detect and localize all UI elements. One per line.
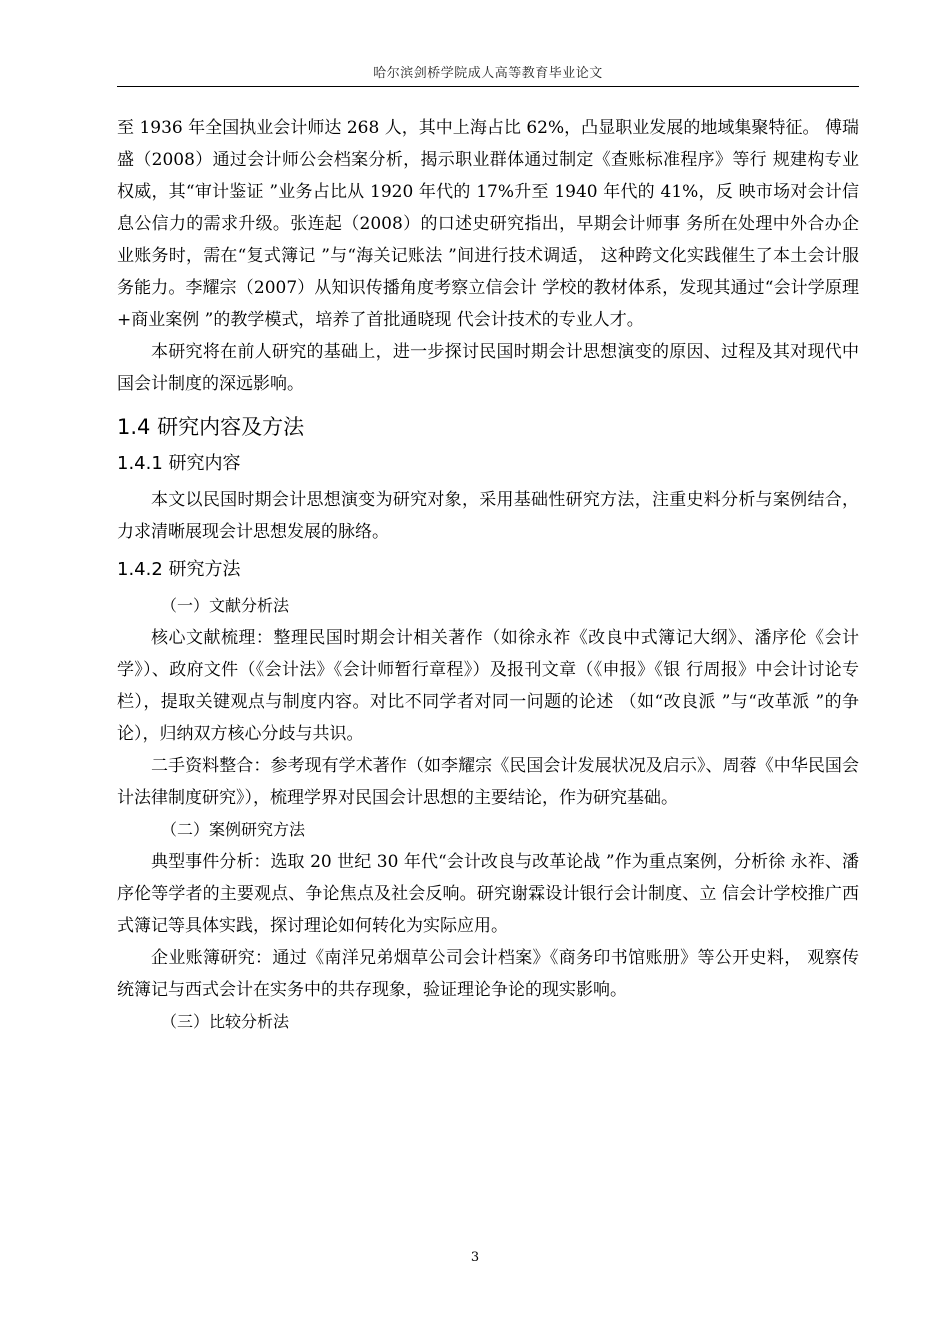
- running-header: 哈尔滨剑桥学院成人高等教育毕业论文: [373, 66, 603, 81]
- paragraph-core-literature: 核心文献梳理：整理民国时期会计相关著作（如徐永祚《改良中式簿记大纲》、潘序伦《会计学》）、政府文件（《会计法》《会计师暂行章程》）及报刊文章（《申报》《银 行周报》中会计讨论专栏），提取关键观点与制度内容。对比不同学者对同一问题的论述 （如“改良派 ”与“改革派 ”的争论），归纳双方核心分歧与共识。: [117, 628, 859, 744]
- header-divider: [117, 86, 859, 87]
- page-body: [117, 112, 859, 1038]
- method-heading-case-study: （二）案例研究方法: [161, 820, 306, 839]
- paragraph-research-aim: 本研究将在前人研究的基础上，进一步探讨民国时期会计思想演变的原因、过程及其对现代中国会计制度的深远影响。: [117, 342, 859, 394]
- paragraph-research-content: 本文以民国时期会计思想演变为研究对象，采用基础性研究方法，注重史料分析与案例结合，力求清晰展现会计思想发展的脉络。: [117, 490, 859, 542]
- paragraph-ledger-study: 企业账簿研究：通过《南洋兄弟烟草公司会计档案》《商务印书馆账册》等公开史料， 观察传统簿记与西式会计在实务中的共存现象，验证理论争论的现实影响。: [117, 948, 859, 1000]
- method-heading-literature-analysis: （一）文献分析法: [161, 596, 290, 615]
- paragraph-secondary-sources: 二手资料整合：参考现有学术著作（如李耀宗《民国会计发展状况及启示》、周蓉《中华民国会计法律制度研究》），梳理学界对民国会计思想的主要结论，作为研究基础。: [117, 756, 859, 808]
- section-heading-1-4: 1.4 研究内容及方法: [117, 415, 305, 439]
- method-heading-comparative-analysis: （三）比较分析法: [161, 1012, 290, 1031]
- paragraph-literature-review-cont: 至 1936 年全国执业会计师达 268 人，其中上海占比 62%，凸显职业发展的地域集聚特征。 傅瑞盛（2008）通过会计师公会档案分析，揭示职业群体通过制定《查账标准程序》等行 规建构专业权威，其“审计鉴证 ”业务占比从 1920 年代的 17%升至 1940 年代的 41%，反 映市场对会计信息公信力的需求升级。张连起（2008）的口述史研究指出，早期会计师事 务所在处理中外合办企业账务时，需在“复式簿记 ”与“海关记账法 ”间进行技术调适， 这种跨文化实践催生了本土会计服务能力。李耀宗（2007）从知识传播角度考察立信会计 学校的教材体系，发现其通过“会计学原理+商业案例 ”的教学模式，培养了首批通晓现 代会计技术的专业人才。: [117, 118, 859, 330]
- page-number: 3: [470, 1250, 480, 1265]
- subsection-heading-1-4-1: 1.4.1 研究内容: [117, 453, 241, 474]
- subsection-heading-1-4-2: 1.4.2 研究方法: [117, 559, 241, 580]
- paragraph-typical-events: 典型事件分析：选取 20 世纪 30 年代“会计改良与改革论战 ”作为重点案例，分析徐 永祚、潘序伦等学者的主要观点、争论焦点及社会反响。研究谢霖设计银行会计制度、立 信会计学校推广西式簿记等具体实践，探讨理论如何转化为实际应用。: [117, 852, 859, 936]
